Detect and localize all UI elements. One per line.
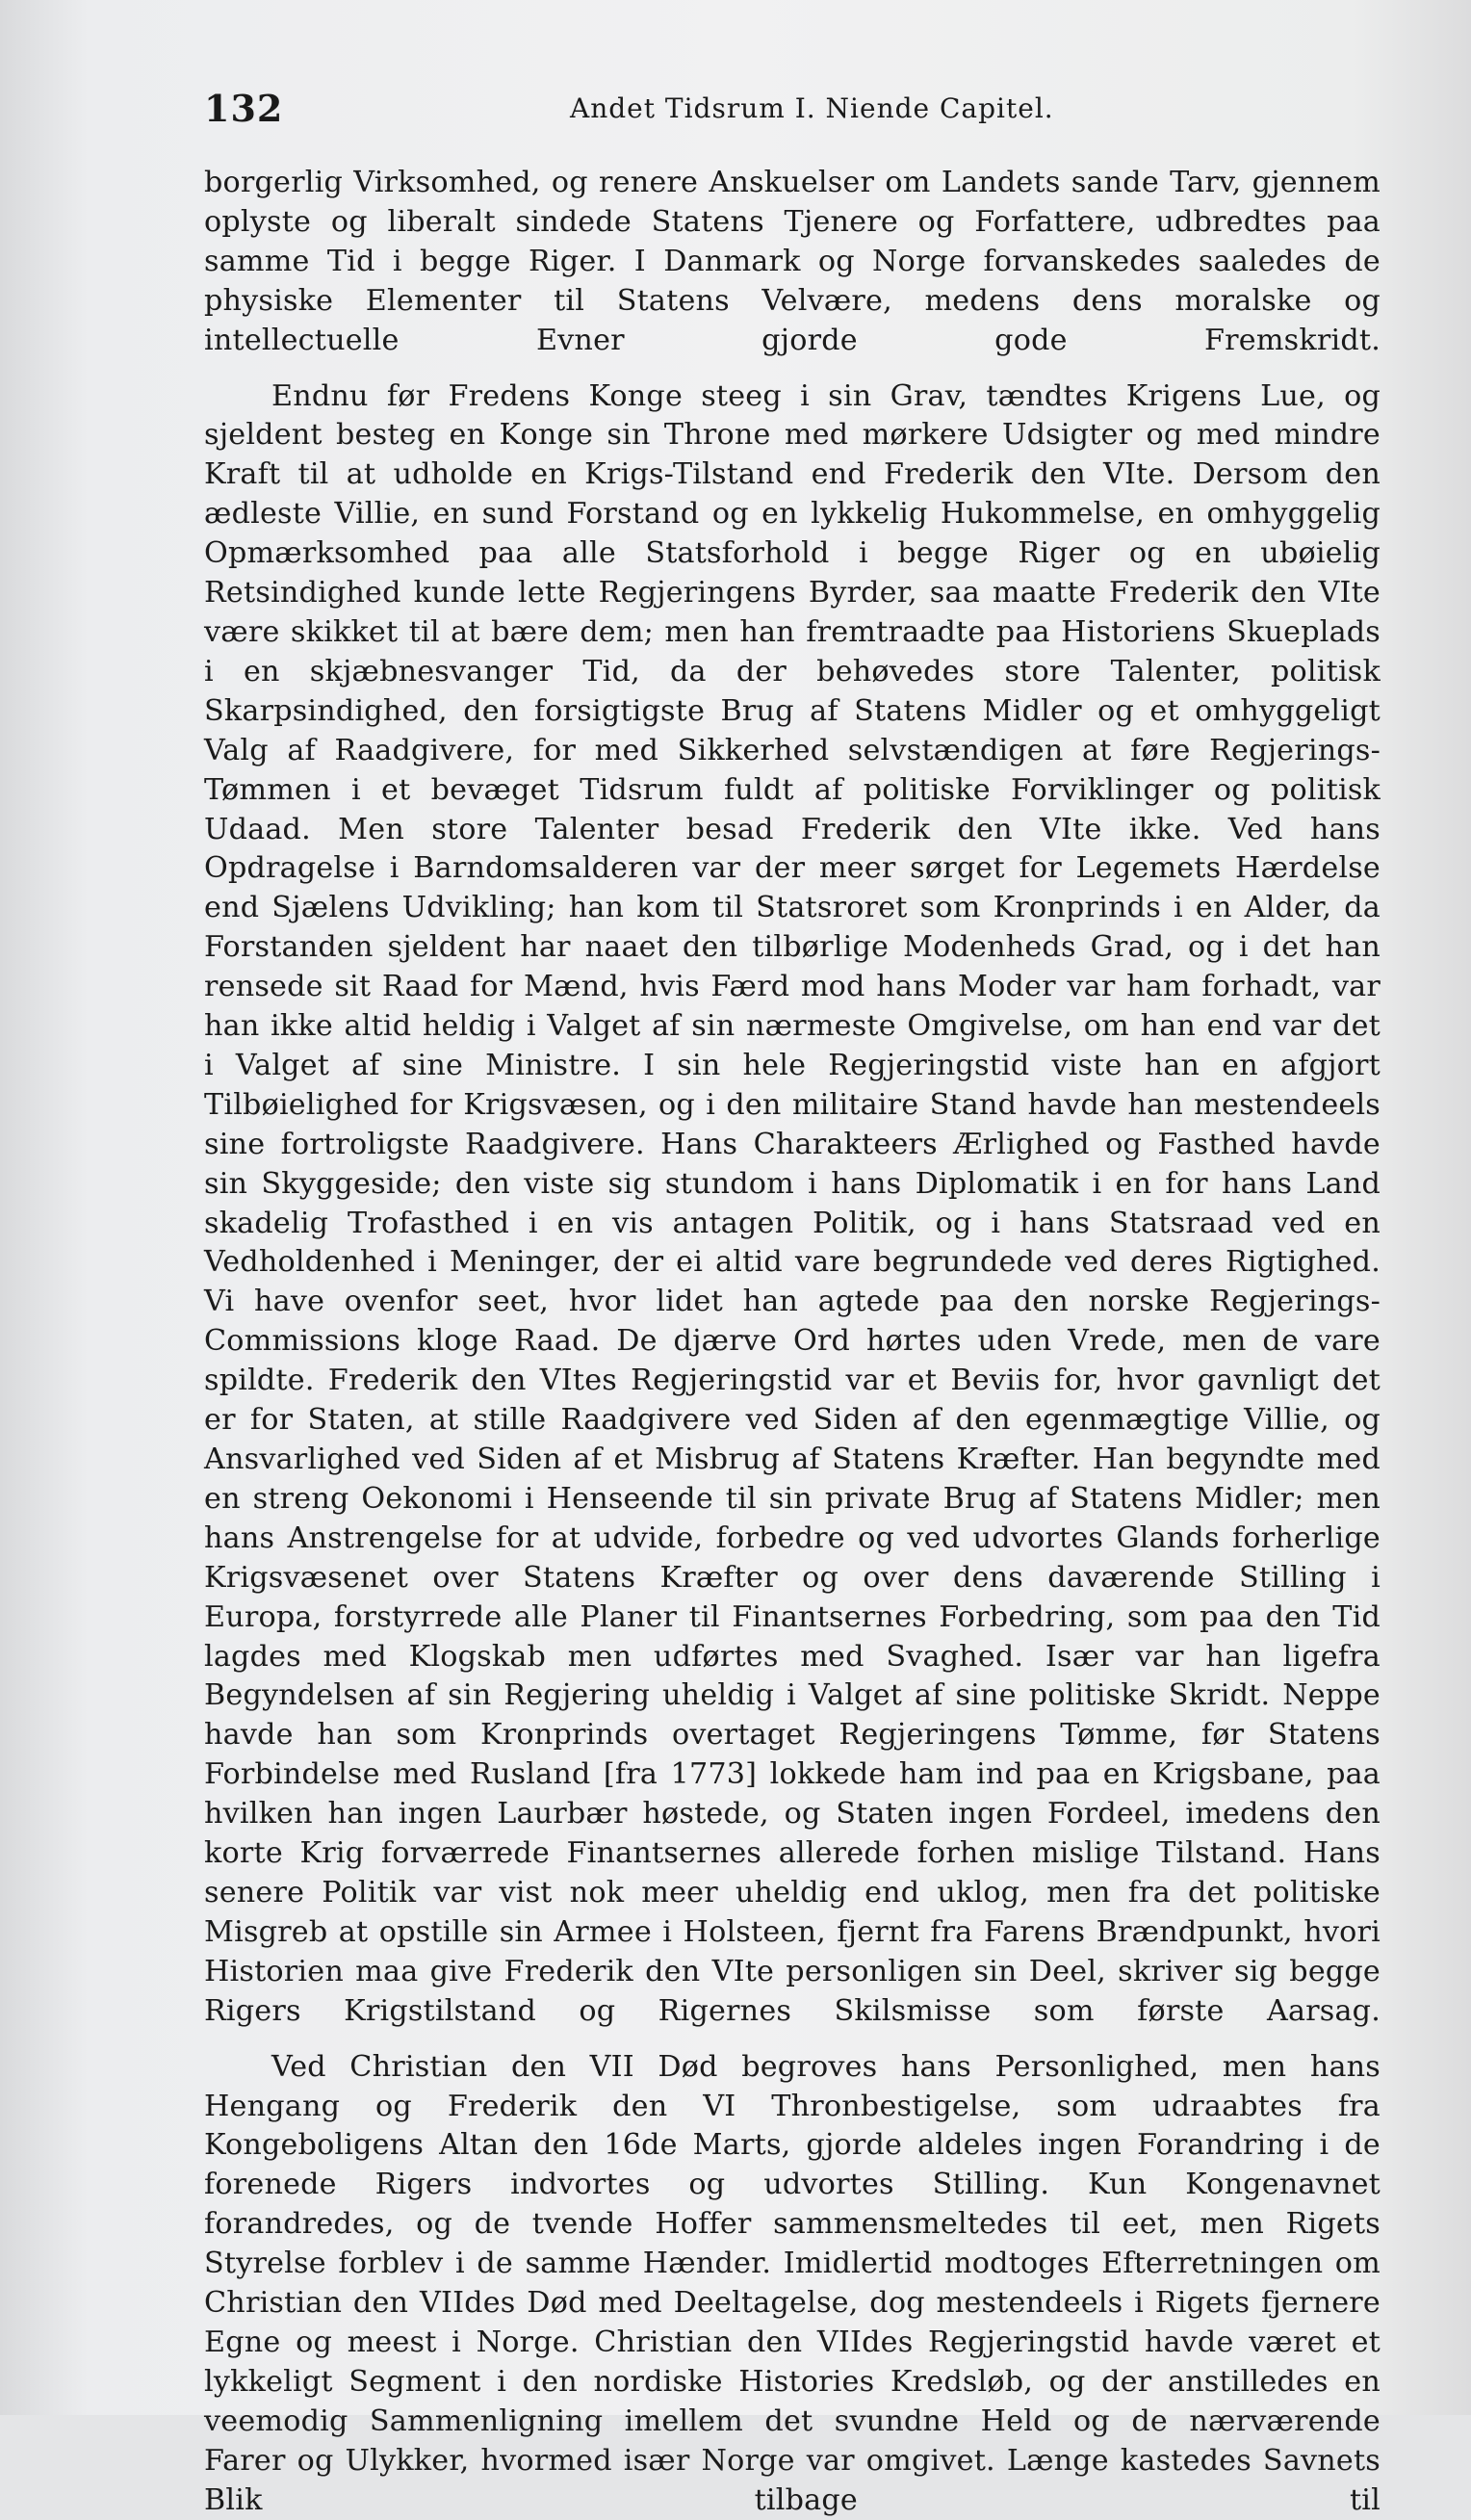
paragraph-2: Endnu før Fredens Konge steeg i sin Grav, tændtes Krigens Lue, og sjeldent besteg en Konge sin Throne med mørkere Udsigter og med mindre Kraft til at udholde en Krigs-Tilstand end Frederik den VIte. Dersom den ædleste Villie, en sund Forstand og en lykkelig Hukommelse, en omhyggelig Opmærksomhed paa alle Statsforhold i begge Riger og en ubøielig Retsindighed kunde lette Regjeringens Byrder, saa maatte Frederik den VIte være skikket til at bære dem; men han fremtraadte paa Historiens Skueplads i en skjæbnesvanger Tid, da der behøvedes store Talenter, politisk Skarpsindighed, den forsigtigste Brug af Statens Midler og et omhyggeligt Valg af Raadgivere, for med Sikkerhed selvstændigen at føre Regjerings-Tømmen i et bevæget Tidsrum fuldt af politiske Forviklinger og politisk Udaad. Men store Talenter besad Frederik den VIte ikke. Ved hans Opdragelse i Barndomsalderen var der meer sørget for Legemets Hærdelse end Sjælens Udvikling; han kom til Statsroret som Kronprinds i en Alder, da Forstanden sjeldent har naaet den tilbørlige Modenheds Grad, og i det han rensede sit Raad for Mænd, hvis Færd mod hans Moder var ham forhadt, var han ikke altid heldig i Valget af sin nærmeste Omgivelse, om han end var det i Valget af sine Ministre. I sin hele Regjeringstid viste han en afgjort Tilbøielighed for Krigsvæsen, og i den militaire Stand havde han mestendeels sine fortroligste Raadgivere. Hans Charakteers Ærlighed og Fasthed havde sin Skyggeside; den viste sig stundom i hans Diplomatik i en for hans Land skadelig Trofasthed i en vis antagen Politik, og i hans Statsraad ved en Vedholdenhed i Meninger, der ei altid vare begrundede ved deres Rigtighed. Vi have ovenfor seet, hvor lidet han agtede paa den norske Regjerings-Commissions kloge Raad. De djærve Ord hørtes uden Vrede, men de vare spildte. Frederik den VItes Regjeringstid var et Beviis for, hvor gavnligt det er for Staten, at stille Raadgivere ved Siden af den egenmægtige Villie, og Ansvarlighed ved Siden af et Misbrug af Statens Kræfter. Han begyndte med en streng Oekonomi i Henseende til sin private Brug af Statens Midler; men hans Anstrengelse for at udvide, forbedre og ved udvortes Glands forherlige Krigsvæsenet over Statens Kræfter og over dens daværende Stilling i Europa, forstyrrede alle Planer til Finantsernes Forbedring, som paa den Tid lagdes med Klogskab men udførtes med Svaghed. Især var han ligefra Begyndelsen af sin Regjering uheldig i Valget af sine politiske Skridt. Neppe havde han som Kronprinds overtaget Regjeringens Tømme, før Statens Forbindelse med Rusland [fra 1773] lokkede ham ind paa en Krigsbane, paa hvilken han ingen Laurbær høstede, og Staten ingen Fordeel, imedens den korte Krig forværrede Finantsernes allerede forhen mislige Tilstand. Hans senere Politik var vist nok meer uheldig end uklog, men fra det politiske Misgreb at opstille sin Armee i Holsteen, fjernt fra Farens Brændpunkt, hvori Historien maa give Frederik den VIte personligen sin Deel, skriver sig begge Rigers Krigstilstand og Rigernes Skilsmisse som første Aarsag. <box>204 378 1381 2028</box>
page-number: 132 <box>204 87 284 130</box>
body-text <box>204 164 1381 2520</box>
paragraph-1: borgerlig Virksomhed, og renere Anskuelser om Landets sande Tarv, gjennem oplyste og liberalt sindede Statens Tjenere og Forfattere, udbredtes paa samme Tid i begge Riger. I Danmark og Norge forvanskedes saaledes de physiske Elementer til Statens Velvære, medens dens moralske og intellectuelle Evner gjorde gode Fremskridt. <box>204 166 1381 357</box>
paragraph-3: Ved Christian den VII Død begroves hans Personlighed, men hans Hengang og Frederik den VI Thronbestigelse, som udraabtes fra Kongeboligens Altan den 16de Marts, gjorde aldeles ingen Forandring i de forenede Rigers indvortes og udvortes Stilling. Kun Kongenavnet forandredes, og de tvende Hoffer sammensmeltedes til eet, men Rigets Styrelse forblev i de samme Hænder. Imidlertid modtoges Efterretningen om Christian den VIIdes Død med Deeltagelse, dog mestendeels i Rigets fjernere Egne og meest i Norge. Christian den VIIdes Regjeringstid havde været et lykkeligt Segment i den nordiske Histories Kredsløb, og der anstilledes en veemodig Sammenligning imellem det svundne Held og de nærværende Farer og Ulykker, hvormed især Norge var omgivet. Længe kastedes Savnets Blik tilbage til <box>204 2049 1381 2517</box>
page-header <box>204 87 1371 135</box>
running-head: Andet Tidsrum I. Niende Capitel. <box>570 92 1054 124</box>
